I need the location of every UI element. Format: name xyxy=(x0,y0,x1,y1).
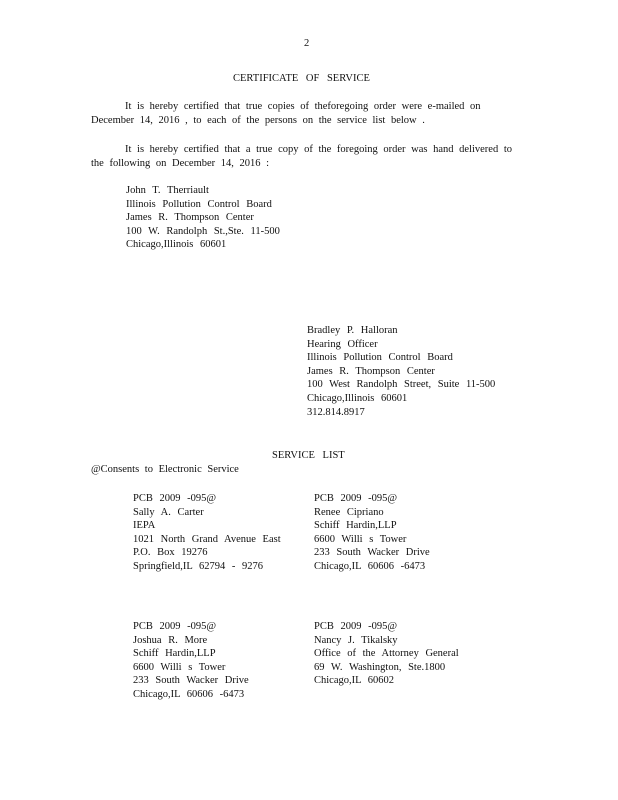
address-line: 233 South Wacker Drive xyxy=(314,547,430,559)
page-number: 2 xyxy=(304,38,310,49)
address-line: 6600 Willi s Tower xyxy=(314,533,407,545)
address-line: John T. Therriault xyxy=(126,185,209,196)
address-line: Joshua R. More xyxy=(133,634,208,646)
recipient-address-halloran xyxy=(307,324,495,419)
certificate-paragraph-email xyxy=(91,100,521,127)
address-line: Chicago,IL 60606 -6473 xyxy=(314,560,426,572)
address-line: 1021 North Grand Avenue East xyxy=(133,533,281,545)
address-line: PCB 2009 -095@ xyxy=(133,621,217,632)
certificate-paragraph-email-text: It is hereby certified that true copies of theforegoing order were e-mailed on December 14, 2016 , to each of the persons on the service list below . xyxy=(91,101,481,126)
address-line: Schiff Hardin,LLP xyxy=(314,520,397,532)
address-line: Office of the Attorney General xyxy=(314,648,459,660)
address-line: James R. Thompson Center xyxy=(126,212,254,224)
address-line: 6600 Willi s Tower xyxy=(133,661,226,673)
address-line: James R. Thompson Center xyxy=(307,365,435,377)
address-line: Bradley P. Halloran xyxy=(307,325,398,336)
address-line: Renee Cipriano xyxy=(314,506,384,518)
address-line: Chicago,Illinois 60601 xyxy=(307,392,408,404)
address-line: 100 W. Randolph St.,Ste. 11-500 xyxy=(126,225,280,237)
address-line: Chicago,Illinois 60601 xyxy=(126,239,227,251)
service-entry-cipriano xyxy=(314,492,430,574)
address-line: Chicago,IL 60602 xyxy=(314,675,395,687)
address-line: PCB 2009 -095@ xyxy=(314,493,398,504)
address-line: 100 West Randolph Street, Suite 11-500 xyxy=(307,379,496,391)
address-line: Nancy J. Tikalsky xyxy=(314,634,398,646)
service-list-title: SERVICE LIST xyxy=(272,450,345,461)
service-entry-tikalsky xyxy=(314,620,459,688)
address-line: Schiff Hardin,LLP xyxy=(133,648,216,660)
certificate-paragraph-hand-delivered-text: It is hereby certified that a true copy of the foregoing order was hand delivered to the following on December 14, 2016 : xyxy=(91,144,512,169)
service-entry-carter xyxy=(133,492,281,574)
address-line: 312.814.8917 xyxy=(307,406,365,418)
address-line: IEPA xyxy=(133,520,156,532)
address-line: PCB 2009 -095@ xyxy=(314,621,398,632)
recipient-address-therriault xyxy=(126,184,280,252)
address-line: 69 W. Washington, Ste.1800 xyxy=(314,661,446,673)
address-line: 233 South Wacker Drive xyxy=(133,675,249,687)
address-line: Chicago,IL 60606 -6473 xyxy=(133,688,245,700)
address-line: PCB 2009 -095@ xyxy=(133,493,217,504)
service-entry-more xyxy=(133,620,249,702)
certificate-paragraph-hand-delivered xyxy=(91,143,521,170)
address-line: Hearing Officer xyxy=(307,338,378,350)
address-line: Illinois Pollution Control Board xyxy=(307,352,453,364)
certificate-title: CERTIFICATE OF SERVICE xyxy=(233,73,370,84)
consent-note: @Consents to Electronic Service xyxy=(91,464,239,475)
address-line: P.O. Box 19276 xyxy=(133,547,208,559)
address-line: Springfield,IL 62794 - 9276 xyxy=(133,560,264,572)
address-line: Sally A. Carter xyxy=(133,506,204,518)
address-line: Illinois Pollution Control Board xyxy=(126,198,272,210)
